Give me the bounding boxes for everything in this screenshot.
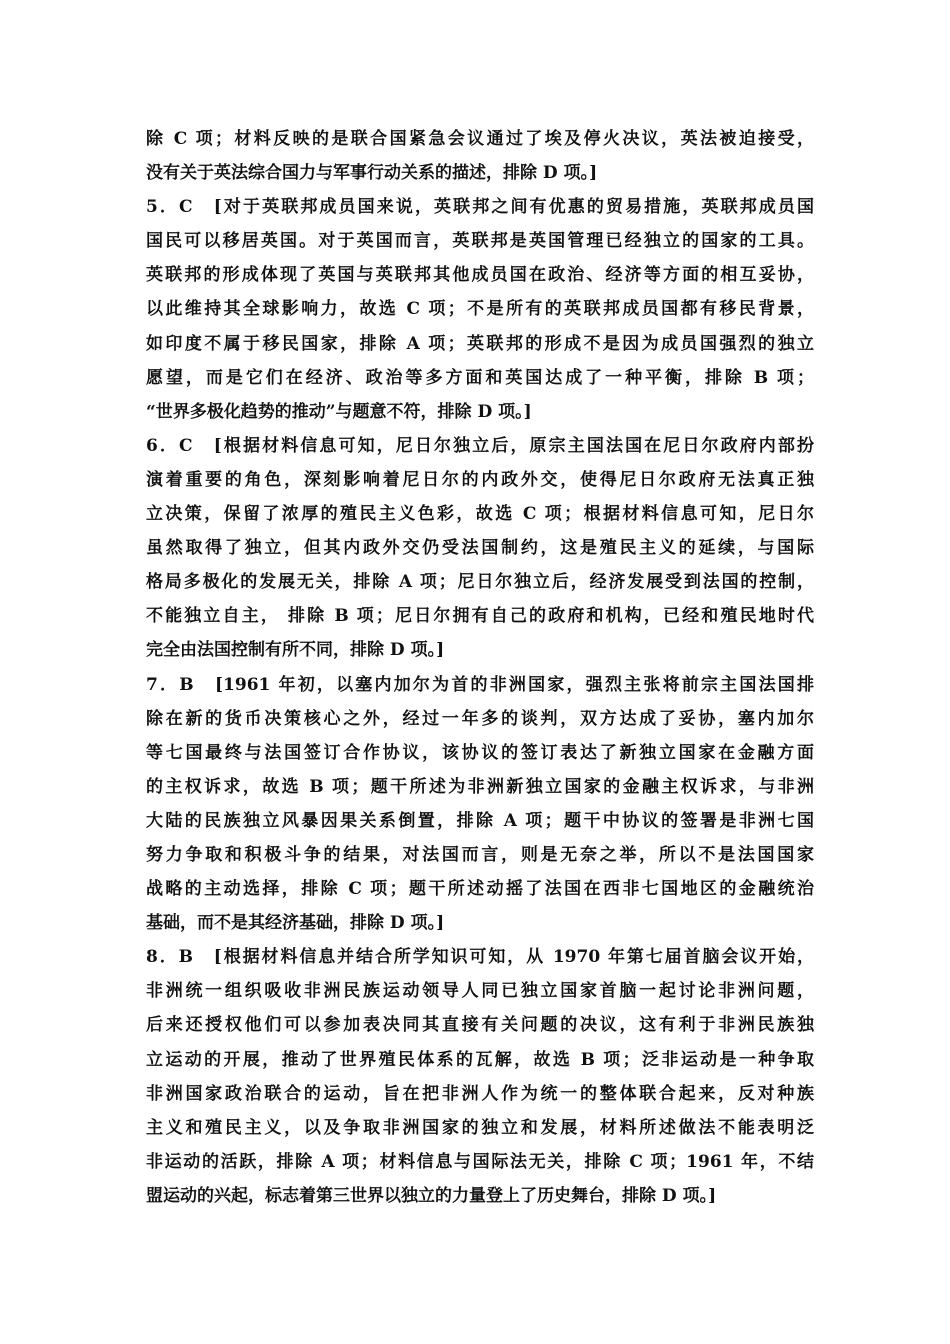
text-line: 等七国最终与法国签订合作协议，该协议的签订表达了新独立国家在金融方面 (146, 742, 814, 763)
text-line: 战略的主动选择，排除 C 项；题干所述动摇了法国在西非七国地区的金融统治 (146, 879, 814, 900)
text-line: 演着重要的角色，深刻影响着尼日尔的内政外交，使得尼日尔政府无法真正独 (146, 469, 814, 490)
text-line: 大陆的民族独立风暴因果关系倒置，排除 A 项；题干中协议的签署是非洲七国 (146, 810, 814, 831)
answer-7-heading-line: 7．B [1961 年初，以塞内加尔为首的非洲国家，强烈主张将前宗主国法国排 (146, 674, 814, 695)
text-line: 非洲国家政治联合的运动，旨在把非洲人作为统一的整体联合起来，反对种族 (146, 1083, 814, 1104)
text-line: 以此维持其全球影响力，故选 C 项；不是所有的英联邦成员国都有移民背景， (146, 299, 814, 320)
answer-5-heading-line: 5．C [对于英联邦成员国来说，英联邦之间有优惠的贸易措施，英联邦成员国 (146, 197, 814, 218)
answer-explanations (146, 122, 814, 1213)
text-line: 英联邦的形成体现了英国与英联邦其他成员国在政治、经济等方面的相互妥协， (146, 265, 814, 286)
text-line: 国民可以移居英国。对于英国而言，英联邦是英国管理已经独立的国家的工具。 (146, 231, 814, 252)
text-line: 没有关于英法综合国力与军事行动关系的描述，排除 D 项。] (146, 163, 598, 184)
text-line: 如印度不属于移民国家，排除 A 项；英联邦的形成不是因为成员国强烈的独立 (146, 333, 814, 354)
text-line: 后来还授权他们可以参加表决同其直接有关问题的决议，这有利于非洲民族独 (146, 1015, 814, 1036)
text-line: 的主权诉求，故选 B 项；题干所述为非洲新独立国家的金融主权诉求，与非洲 (146, 776, 814, 797)
text-line: 愿望，而是它们在经济、政治等多方面和英国达成了一种平衡，排除 B 项； (146, 367, 814, 388)
text-line: 基础，而不是其经济基础，排除 D 项。] (146, 913, 445, 934)
text-line: 立运动的开展，推动了世界殖民体系的瓦解，故选 B 项；泛非运动是一种争取 (146, 1049, 814, 1070)
text-line: 努力争取和积极斗争的结果，对法国而言，则是无奈之举，所以不是法国国家 (146, 844, 814, 865)
answer-8-heading-line: 8．B [根据材料信息并结合所学知识可知，从 1970 年第七届首脑会议开始， (146, 947, 814, 968)
text-line: “世界多极化趋势的推动”与题意不符，排除 D 项。] (146, 401, 532, 422)
text-line: 非运动的活跃，排除 A 项；材料信息与国际法无关，排除 C 项；1961 年，不结 (146, 1151, 814, 1172)
answer-6-heading-line: 6．C [根据材料信息可知，尼日尔独立后，原宗主国法国在尼日尔政府内部扮 (146, 435, 814, 456)
text-line: 虽然取得了独立，但其内政外交仍受法国制约，这是殖民主义的延续，与国际 (146, 538, 814, 559)
text-line: 立决策，保留了浓厚的殖民主义色彩，故选 C 项；根据材料信息可知，尼日尔 (146, 504, 814, 525)
text-line: 主义和殖民主义，以及争取非洲国家的独立和发展，材料所述做法不能表明泛 (146, 1117, 814, 1138)
text-line: 除在新的货币决策核心之外，经过一年多的谈判，双方达成了妥协，塞内加尔 (146, 708, 814, 729)
text-line: 完全由法国控制有所不同，排除 D 项。] (146, 640, 445, 661)
text-line: 非洲统一组织吸收非洲民族运动领导人同已独立国家首脑一起讨论非洲问题， (146, 981, 814, 1002)
text-line: 不能独立自主， 排除 B 项；尼日尔拥有自己的政府和机构，已经和殖民地时代 (146, 606, 814, 627)
text-line: 格局多极化的发展无关，排除 A 项；尼日尔独立后，经济发展受到法国的控制， (146, 572, 814, 593)
text-line: 除 C 项；材料反映的是联合国紧急会议通过了埃及停火决议，英法被迫接受， (146, 129, 814, 149)
text-line: 盟运动的兴起，标志着第三世界以独立的力量登上了历史舞台，排除 D 项。] (146, 1185, 717, 1206)
